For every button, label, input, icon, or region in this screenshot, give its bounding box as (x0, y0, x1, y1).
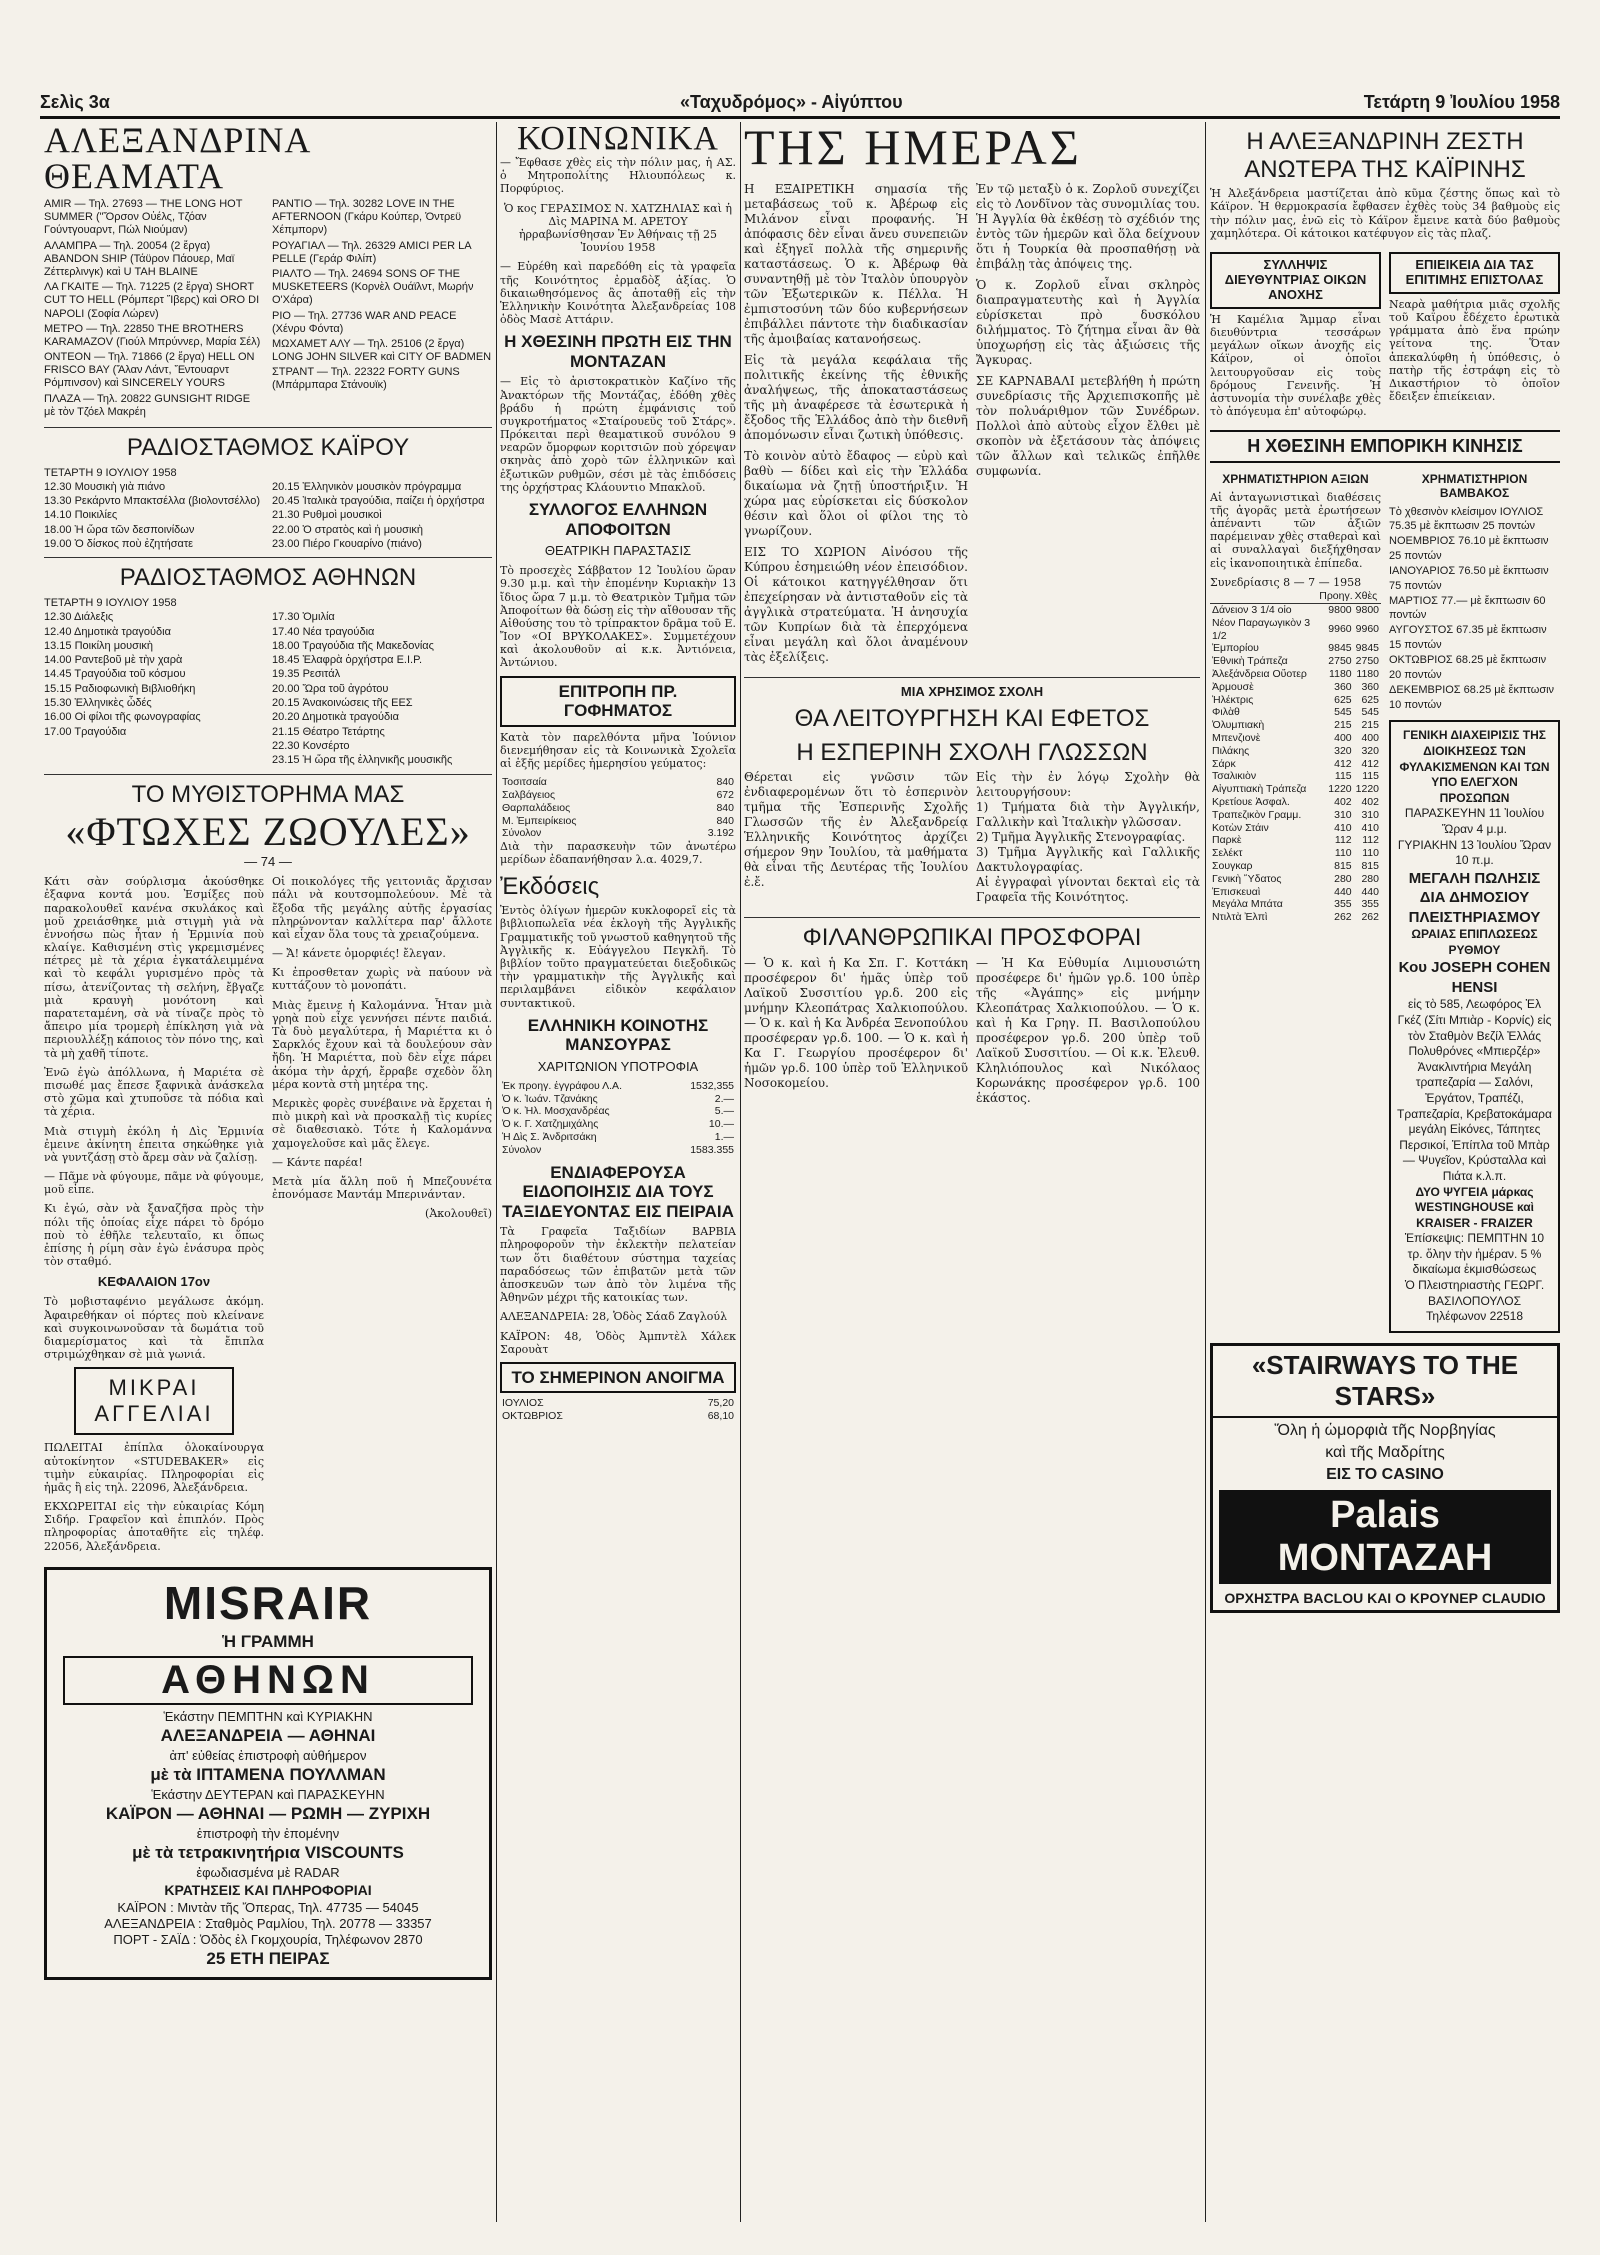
novel-heading: ΤΟ ΜΥΘΙΣΤΟΡΗΜΑ ΜΑΣ (131, 780, 405, 808)
fund-table (500, 776, 736, 840)
paragraph: Εἰς τὴν ἐν λόγῳ Σχολὴν θὰ λειτουργήσουν: 1) Τμήματα διὰ τὴν Ἀγγλικήν, Γαλλικὴν καὶ Ἰταλικὴν γλῶσσαν. 2) Τμῆμα Ἀγγλικῆς Στενογραφίας. 3) Τμῆμα Ἀγγλικῆς καὶ Γαλλικῆς Δακτυλογραφίας. Αἱ ἐγγραφαὶ γίνονται δεκταὶ εἰς τὰ Γραφεῖα τῆς Κοινότητος. (976, 770, 1200, 905)
publications-title: Ἐκδόσεις (500, 872, 600, 900)
cotton-title: ΧΡΗΜΑΤΙΣΤΗΡΙΟΝ ΒΑΜΒΑΚΟΣ (1421, 471, 1528, 500)
paragraph: ΣΕ ΚΑΡΝΑΒΑΛΙ μετεβλήθη ἡ πρώτη συνεδρίασις τῆς Ἀρχιεπισκοπῆς μὲ τὸν πολυάριθμον τῶν Συνέδρων. Πολλοὶ ἀπὸ αὐτοὺς εἶχον ἔλθει μὲ σκοπὸν νὰ ἐξετάσουν τὰς ἀπόψεις τῶν ἄλλων καὶ τελικῶς ἐπῆλθε συμφωνία. (976, 374, 1200, 478)
paragraph: Διὰ τὴν παρασκευὴν τῶν ἀνωτέρω μερίδων ἐδαπανήθησαν λ.α. 4029,7. (500, 840, 736, 867)
table-row: Μ. Ἐμπειρίκειος 840 (502, 814, 734, 827)
list-item: ΑΥΓΟΥΣΤΟΣ 67.35 μὲ ἔκπτωσιν 15 ποντών (1389, 624, 1547, 652)
table-row: Σαλβάγειος 672 (502, 789, 734, 802)
program-item: 18.00 Τραγούδια τῆς Μακεδονίας (272, 639, 434, 652)
divider (44, 557, 492, 558)
premiere-title: Η ΧΘΕΣΙΝΗ ΠΡΩΤΗ ΕΙΣ ΤΗΝ ΜΟΝΤΑΖΑΝ (504, 332, 732, 371)
table-row: Ὀλυμπιακὴ 215 215 (1212, 719, 1379, 732)
program-item: 20.15 Ἀνακοινώσεις τῆς ΕΕΣ (272, 697, 413, 710)
program-item: 14.00 Ραντεβοῦ μὲ τὴν χαρὰ (44, 654, 183, 667)
stairways-title: «STAIRWAYS TO THE STARS» (1213, 1346, 1557, 1418)
program-item: 13.30 Ρεκάρντο Μπακτσέλλα (βιολοντσέλλο) (44, 495, 261, 508)
commerce-body (1210, 467, 1560, 1333)
paragraph: Η ΕΞΑΙΡΕΤΙΚΗ σημασία τῆς μεταβάσεως τοῦ κ. Ἀβέρωφ εἰς Μιλάνον εἶναι προφανής. Ἡ ἀπόφασις δὲν εἶναι ἄνευ συνεπειῶν καὶ ἐξηγεῖ πολλὰ τῆς σημερινῆς καταστάσεως. Ὁ κ. Ἀβέρωφ θὰ συναντηθῇ μὲ τὸν Ἰταλὸν ὑπουργὸν τῶν Ἐξωτερικῶν κ. Πέλλα. Ἡ ἐμπιστοσύνη τῶν δύο κυβερνήσεων ἐπιβάλλει πάντοτε τὴν διαδικασίαν τῆς ἀμοιβαίας κατανοήσεως. (744, 182, 968, 346)
table-row: ΙΟΥΛΙΟΣ 75,20 (502, 1397, 734, 1410)
mansoura-subtitle: ΧΑΡΙΤΩΝΙΟΝ ΥΠΟΤΡΟΦΙΑ (537, 1058, 699, 1074)
paragraph: Τὰ Γραφεῖα Ταξιδίων ΒΑΡΒΙΑ πληροφοροῦν τὴν ἐκλεκτὴν πελατείαν των ὅτι διαθέτουν σύστημα ταχείας παραδόσεως τῶν ἐπιβατῶν μετὰ τῶν ἀποσκευῶν των ἀπὸ τὸν λιμένα τῆς Ἀθηνῶν μέχρι τῆς κατοικίας των. (500, 1225, 736, 1305)
auctioneer: Ὁ Πλειστηριαστὴς ΓΕΩΡΓ. ΒΑΣΙΛΟΠΟΥΛΟΣ Τηλέφωνον 22518 (1404, 1278, 1545, 1324)
charity-title: ΦΙΛΑΝΘΡΩΠΙΚΑΙ ΠΡΟΣΦΟΡΑΙ (802, 924, 1142, 952)
table-row: Τοσιτσαία 840 (502, 776, 734, 789)
ad-line: Ἡ ΓΡΑΜΜΗ (222, 1631, 314, 1651)
assoc-subtitle: ΘΕΑΤΡΙΚΗ ΠΑΡΑΣΤΑΣΙΣ (544, 543, 692, 559)
ad-line: ἐφωδιασμένα μὲ RADAR (196, 1864, 340, 1880)
auction-date: ΓΥΡΙΑΚΗΝ 13 Ἰουλίου Ὥραν 10 π.μ. (1397, 837, 1552, 868)
ad-line: μὲ τὰ ΙΠΤΑΜΕΝΑ ΠΟΥΛΛΜΑΝ (150, 1764, 386, 1784)
paragraph: Ἡ Καμέλια Ἄμμαρ εἶναι διευθύντρια τεσσάρων μεγάλων οἴκων ἀνοχῆς εἰς Κάϊρον, οἱ ὁποῖοι λειτουργοῦσαν εἰς τοὺς δρόμους Γενεινῆς. Ἡ ἀστυνομία τὴν συνέλαβε χθὲς τὸ ἀπόγευμα ἐπ' αὐτοφώρῳ. (1210, 312, 1381, 419)
column-rule (740, 122, 741, 2222)
chapter-heading: ΚΕΦΑΛΑΙΟΝ 17ον (97, 1274, 211, 1290)
theatre-entry: ΟΝΤΕΟΝ — Τηλ. 71866 (2 ἔργα) HELL ON FRISCO BAY (Ἄλαν Λάντ, Ἔντουαρντ Ρόμπινσον) καὶ SINCERELY YOURS (44, 351, 255, 390)
program-item: 20.45 Ἰταλικὰ τραγούδια, παίζει ἡ ὀρχήστρα (272, 495, 485, 508)
theatre-entry: ΡΟΥΑΓΙΑΛ — Τηλ. 26329 AMICI PER LA PELLE (Γεράρ Φιλίπ) (272, 239, 471, 265)
to-be-continued: (Ἀκολουθεῖ) (425, 1207, 492, 1221)
fund-title: ΕΠΙΤΡΟΠΗ ΠΡ. ΓΟΦΗΜΑΤΟΣ (500, 676, 736, 727)
school-title-2: Η ΕΣΠΕΡΙΝΗ ΣΧΟΛΗ ΓΛΩΣΣΩΝ (796, 738, 1148, 766)
paragraph: — Ἡ Κα Εὐθυμία Λιμιουσιώτη προσέφερε δι' ἡμῶν γρ.δ. 100 ὑπὲρ τῆς «Ἀγάπης» εἰς μνήμην Κλεοπάτρας Χαλκιοπούλου. — Ὁ κ. καὶ ἡ Κα Γρηγ. Π. Βασιλοπούλου προσέφερον γρ.δ. 200 ὑπὲρ τοῦ Λαϊκοῦ Συσσιτίου. — Οἱ κ.κ. Ἐλευθ. Κληλιόπουλος καὶ Νικόλαος Κορωνάκης προσέφερον γρ.δ. 100 ἑκάστος. (976, 955, 1200, 1105)
table-row: Ἐκ προηγ. ἐγγράφου Λ.Α. 1532,355 (502, 1079, 734, 1092)
today-table (500, 1397, 736, 1423)
ad-line: ΠΟΡΤ - ΣΑΪΔ : Ὁδὸς ἐλ Γκομχουρία, Τηλέφωνον 2870 (113, 1931, 423, 1947)
paragraph: — Ἔφθασε χθὲς εἰς τὴν πόλιν μας, ἡ ΑΣ. ὁ Μητροπολίτης Ηλιουπόλεως κ. Πορφύριος. (500, 156, 736, 196)
novel-title: «ΦΤΩΧΕΣ ΖΩΟΥΛΕΣ» (65, 809, 471, 855)
ad-line: ΚΑΪΡΟΝ : Μιντὰν τῆς Ὄπερας, Τηλ. 47735 — 54045 (117, 1899, 419, 1915)
paragraph: Κι ἐπροσθεταν χωρὶς νὰ παύουν νὰ κυττάζουν τὸ μονοπάτι. (272, 966, 492, 993)
engagement-notice: Ὁ κος ΓΕΡΑΣΙΜΟΣ Ν. ΧΑΤΖΗΛΙΑΣ καὶ ἡ Δὶς ΜΑΡΙΝΑ Μ. ΑΡΕΤΟΥ ἠρραβωνίσθησαν Ἐν Ἀθήναις τῇ 25 Ἰουνίου 1958 (504, 201, 732, 255)
program-item: 21.30 Ρυθμοὶ μουσικοὶ (272, 509, 382, 522)
radio-athens-program (44, 610, 492, 767)
ad-line: 25 ΕΤΗ ΠΕΙΡΑΣ (206, 1948, 330, 1968)
program-item: 15.30 Ἑλληνικὲς ὦδές (44, 697, 152, 710)
cotton-list (1389, 505, 1560, 713)
ad-line: Ἑκάστην ΠΕΜΠΤΗΝ καὶ ΚΥΡΙΑΚΗΝ (163, 1708, 373, 1724)
column-3 (744, 122, 1200, 1112)
table-row: Κοτὼν Στάιν 410 410 (1212, 821, 1379, 834)
column-1 (44, 122, 492, 1988)
table-row: Ἡ Δὶς Σ. Ἀνδριτσάκη 1.— (502, 1131, 734, 1144)
ad-line: μὲ τὰ τετρακινητήρια VISCOUNTS (132, 1842, 404, 1862)
table-row: ΟΚΤΩΒΡΙΟΣ 68,10 (502, 1410, 734, 1423)
theatre-entry: ΑΛΑΜΠΡΑ — Τηλ. 20054 (2 ἔργα) ABANDON SHIP (Τάϋρον Πάουερ, Μαϊ Ζέττερλινγκ) καὶ U TAH BLAINE (44, 239, 235, 278)
table-row: Τσαλικιὸν 115 115 (1212, 770, 1379, 783)
table-row: Ἠλέκτρις 625 625 (1212, 693, 1379, 706)
program-item: 17.40 Νέα τραγούδια (272, 625, 375, 638)
table-row: Ντιλτὰ Ἐλπὶ 262 262 (1212, 911, 1379, 924)
auction-heading: ΩΡΑΙΑΣ ΕΠΙΠΛΩΣΕΩΣ ΡΥΘΜΟΥ (1411, 927, 1538, 957)
table-row: Ὁ κ. Ἠλ. Μοσχανδρέας 5.— (502, 1105, 734, 1118)
column-4 (1210, 122, 1560, 1613)
table-row: Ἐθνικὴ Τράπεζα 2750 2750 (1212, 655, 1379, 668)
ad-line: ΟΡΧΗΣΤΡΑ BACLOU ΚΑΙ Ο ΚΡΟΥΝΕΡ CLAUDIO (1224, 1589, 1546, 1606)
table-row: Φιλὰθ 545 545 (1212, 706, 1379, 719)
ad-line: Ὅλη ἡ ὡμορφιὰ τῆς Νορβηγίας (1274, 1421, 1496, 1439)
auction-heading: ΜΕΓΑΛΗ ΠΩΛΗΣΙΣ ΔΙΑ ΔΗΜΟΣΙΟΥ ΠΛΕΙΣΤΗΡΙΑΣΜΟΥ (1408, 869, 1541, 926)
paragraph: Ἐν τῷ μεταξὺ ὁ κ. Ζορλοῦ συνεχίζει εἰς τὸ Λονδῖνον τὰς συνομιλίας του. Ἡ Ἀγγλία θὰ ἐκθέσῃ τὸ σχέδιόν της ἐντὸς τῶν ἡμερῶν καὶ ὅλα δείχνουν ὅτι ἡ Τουρκία θὰ προσπαθήσῃ νὰ ἐπιβάλῃ τὰς ἀπόψεις της. (976, 182, 1200, 271)
mansoura-title: ΕΛΛΗΝΙΚΗ ΚΟΙΝΟΤΗΣ ΜΑΝΣΟΥΡΑΣ (527, 1015, 709, 1055)
table-row: Σύνολον 1583.355 (502, 1143, 734, 1156)
travel-title: ΕΝΔΙΑΦΕΡΟΥΣΑ ΕΙΔΟΠΟΙΗΣΙΣ ΔΙΑ ΤΟΥΣ ΤΑΞΙΔΕΥΟΝΤΑΣ ΕΙΣ ΠΕΙΡΑΙΑ (502, 1162, 734, 1221)
misrair-name: MISRAIR (163, 1576, 373, 1629)
novel-part: — 74 — (244, 854, 292, 870)
theatres-title: ΑΛΕΞΑΝΔΡΙΝΑ ΘΕΑΜΑΤΑ (44, 122, 310, 196)
paragraph: — Ὁ κ. καὶ ἡ Κα Σπ. Γ. Κοττάκη προσέφερον δι' ἡμᾶς ὑπὲρ τοῦ Λαϊκοῦ Συσσιτίου γρ.δ. 200 εἰς μνήμην Κλεοπάτρας Χαλκιοπούλου. — Ὁ κ. καὶ ἡ Κα Ἀνδρέα Ξενοπούλου προσέφεραν γρ.δ. 100. — Ὁ κ. καὶ ἡ Κα Γ. Γεωργίου προσέφερον δι' ἡμῶν γρ.δ. 100 ὑπὲρ τοῦ Ἑλληνικοῦ Νοσοκομείου. (744, 955, 968, 1090)
table-row: Σελέκτ 110 110 (1212, 847, 1379, 860)
table-row: Ἐμπορίου 9845 9845 (1212, 642, 1379, 655)
column-2 (500, 122, 736, 1423)
auction-address: εἰς τὸ 585, Λεωφόρος Ἑλ Γκέζ (Σίτι Μπιὰρ - Κορνίς) εἰς τὸν Σταθμὸν Βεζίλ Ἐλλάς (1397, 997, 1552, 1043)
auction-terms: Ἐπίσκεψις: ΠΕΜΠΤΗΝ 10 τρ. ὅλην τὴν ἡμέραν. 5 % δικαίωμα ἐκμισθώσεως (1404, 1231, 1545, 1277)
mansoura-table (500, 1080, 736, 1157)
paragraph: — Εὑρέθη καὶ παρεδόθη εἰς τὰ γραφεῖα τῆς Κοινότητος ἐρμαδὸξ ἀξίας. Ὁ δικαιωθησόμενος ἂς ἀποταθῇ εἰς τὴν Ἑλληνικὴν Κοινότητα Ἀλεξανδρείας 108 ὁδὸς Μασὲ Αττάριν. (500, 260, 736, 327)
school-kicker: ΜΙΑ ΧΡΗΣΙΜΟΣ ΣΧΟΛΗ (900, 684, 1044, 699)
list-item: ΙΑΝΟΥΑΡΙΟΣ 76.50 μὲ ἔκπτωσιν 75 ποντών (1389, 564, 1549, 592)
program-item: 16.00 Οἱ φίλοι τῆς φωνογραφίας (44, 711, 201, 724)
paragraph: Μιὰς ἔμεινε ἡ Καλομάννα. Ἦταν μιὰ γρηὰ ποὺ εἶχε γεννήσει πέντε παιδιά. Τὰ δυὸ μεγαλύτερα, ἡ Μαριέττα κι ὁ Σαρκλός ἔχουν καὶ τὰ δουλεύουν σὰν ἤδη. Ἡ Μαριέττα, ποὺ δὲν εἶχε πάρει ἀκόμα τὴν ἀρχή, ἔρραβε σχεδὸν ὅλη μέρα κοντὰ στὴ μητέρα της. (272, 998, 492, 1091)
table-row: Παρκὲ 112 112 (1212, 834, 1379, 847)
table-header: Προηγ. Χθὲς (1210, 589, 1381, 604)
program-item: 23.00 Πιέρο Γκουαρίνο (πιάνο) (272, 538, 422, 551)
paragraph: Κι ἐγώ, σὰν νὰ ξαναζῆσα πρὸς τὴν πόλι τῆς ὁποίας εἶχε πάρει τὸ δρόμο ποὺ τὸ ἐθῆλε τελευταῖο, κι ὅπως ἐπίσης ἡ ρίμη σὰν ἐγὼ ἐνάσυρα πρὸς τὸν σταθμό. (44, 1202, 264, 1269)
table-row: Αἰγυπτιακὴ Τράπεζα 1220 1220 (1212, 783, 1379, 796)
auction-fridges: ΔΥΟ ΨΥΓΕΙΑ μάρκας WESTINGHOUSE καὶ KRAISER - FRAIZER (1414, 1184, 1534, 1230)
radio-cairo-program (44, 480, 492, 551)
auction-notice (1389, 720, 1560, 1333)
paragraph: Νεαρὰ μαθήτρια μιᾶς σχολῆς τοῦ Καΐρου ἔδέχετο ἐρωτικὰ γράμματα ἀπὸ ἕνα πρώην γείτονα της. Ὅταν ἀπεκαλύφθη ἡ ὑπόθεσις, ὁ πατὴρ τῆς ἐστράφη εἰς τὸ Δικαστήριον τὸ ὁποῖον ἔδειξεν ἐπιείκειαν. (1389, 297, 1560, 404)
theatre-entry: ΡΑΝΤΙΟ — Τηλ. 30282 LOVE IN THE AFTERNOON (Γκάρυ Κούπερ, Ὀντρεϋ Χέπμπορν) (272, 198, 462, 237)
theatre-entry: ΣΤΡΑΝΤ — Τηλ. 22322 FORTY GUNS (Μπάρμπαρα Στάνουϊκ) (272, 366, 460, 392)
issue-date: Τετάρτη 9 Ἰουλίου 1958 (1363, 92, 1560, 112)
radio-cairo-title: ΡΑΔΙΟΣΤΑΘΜΟΣ ΚΑΪΡΟΥ (126, 434, 410, 461)
heat-title: Η ΑΛΕΞΑΝΔΡΙΝΗ ΖΕΣΤΗ ΑΝΩΤΕΡΑ ΤΗΣ ΚΑΪΡΙΝΗΣ (1244, 128, 1526, 183)
table-row: Ὁ κ. Γ. Χατζημιχάλης 10.— (502, 1118, 734, 1131)
program-item: 17.30 Ὁμιλία (272, 611, 335, 624)
radio-athens-date: ΤΕΤΑΡΤΗ 9 ΙΟΥΛΙΟΥ 1958 (44, 596, 177, 609)
divider (744, 917, 1200, 918)
program-item: 12.30 Μουσικὴ γιὰ πιάνο (44, 480, 166, 493)
table-row: Σουγκαρ 815 815 (1212, 859, 1379, 872)
classified-ad: ΠΩΛΕΙΤΑΙ ἐπίπλα ὁλοκαίνουργα αὐτοκίνητον «STUDEBAKER» εἰς τιμὴν εὐκαιρίας. Πληροφορίαι εἰς ἡμᾶς ἢ εἰς τηλ. 22096, Ἀλεξάνδρεια. (44, 1441, 264, 1494)
table-row: Μπενζιονὲ 400 400 (1212, 732, 1379, 745)
program-item: 14.10 Ποικιλίες (44, 509, 118, 522)
list-item: ΜΑΡΤΙΟΣ 77.— μὲ ἔκπτωσιν 60 ποντών (1389, 594, 1546, 622)
novel-body (44, 875, 492, 1559)
auction-date: ΠΑΡΑΣΚΕΥΗΝ 11 Ἰουλίου Ὥραν 4 μ.μ. (1404, 806, 1545, 836)
paragraph: Αἱ ἀνταγωνιστικαὶ διαθέσεις τῆς ἀγορᾶς μετὰ ἐρωτήσεων ἀπέναντι τῶν ἀξιῶν παρέμειναν χθὲς σταθεραὶ καὶ αἱ συναλλαγαὶ διεξήχθησαν εἰς ἱκανοποιητικὰ ἐπίπεδα. (1210, 490, 1381, 570)
program-item: 18.45 Ἐλαφρὰ ὀρχήστρα Ε.Ι.Ρ. (272, 654, 423, 667)
stocks-table (1210, 589, 1381, 924)
paragraph: Τὸ κοινὸν αὐτὸ ἔδαφος — εὐρὺ καὶ βαθὺ — δίδει καὶ εἰς τὴν Ἑλλάδα δικαίωμα νὰ ζητῇ ὑποστήριξιν. Ἡ χώρα μας εὑρίσκεται εἰς δύσκολον θέσιν καὶ ὅλοι οἱ φίλοι της τὸ γνωρίζουν. (744, 449, 968, 538)
theatre-entry: ΠΛΑΖΑ — Τηλ. 20822 GUNSIGHT RIDGE μὲ τὸν Τζόελ Μακρέη (44, 392, 251, 418)
program-item: 19.00 Ὁ δίσκος ποὺ ἐζητήσατε (44, 538, 194, 551)
paragraph: Μετὰ μία ἄλλη ποῦ ἡ Μπεζουνέτα ἐπονόμασε Μαντάμ Μπερινάνταν. (272, 1174, 492, 1202)
program-item: 18.00 Ἡ ὥρα τῶν δεσποινίδων (44, 523, 195, 536)
divider (44, 427, 492, 428)
radio-athens-title: ΡΑΔΙΟΣΤΑΘΜΟΣ ΑΘΗΝΩΝ (119, 564, 417, 592)
day-body (744, 182, 1200, 671)
table-row: Ἐπισκευαὶ 440 440 (1212, 885, 1379, 898)
column-rule (1205, 122, 1206, 2222)
program-item: 22.30 Κονσέρτο (272, 739, 350, 752)
theatre-entry: ΡΙΑΛΤΟ — Τηλ. 24694 SONS OF THE MUSKETEERS (Κορνὲλ Ουάϊλντ, Μωρήν Ο'Χάρα) (272, 267, 474, 307)
table-row: Ἀλεξάνδρεια Οὔοτερ 1180 1180 (1212, 668, 1379, 681)
address: ΑΛΕΞΑΝΔΡΕΙΑ: 28, Ὁδὸς Σάαδ Ζαγλούλ (500, 1310, 728, 1324)
list-item: ΔΕΚΕΜΒΡΙΟΣ 68.25 μὲ ἔκπτωσιν 10 ποντών (1389, 683, 1555, 711)
commerce-title: Η ΧΘΕΣΙΝΗ ΕΜΠΟΡΙΚΗ ΚΙΝΗΣΙΣ (1210, 430, 1560, 463)
misrair-advert (44, 1567, 492, 1980)
paragraph: — Κάντε παρέα! (272, 1155, 363, 1169)
charity-body (744, 956, 1200, 1112)
address: ΚΑΪΡΟΝ: 48, Ὁδὸς Ἀμπντὲλ Χάλεκ Σαρουὰτ (500, 1329, 736, 1356)
auction-heading: ΓΕΝΙΚΗ ΔΙΑΧΕΙΡΙΣΙΣ ΤΗΣ ΔΙΟΙΚΗΣΕΩΣ ΤΩΝ ΦΥΛΑΚΙΣΜΕΝΩΝ ΚΑΙ ΤΩΝ ΥΠΟ ΕΛΕΓΧΟΝ ΠΡΟΣΩΠΩΝ (1399, 728, 1550, 805)
paragraph: ΕΙΣ ΤΟ ΧΩΡΙΟΝ Αἰνόσου τῆς Κύπρου ἐσημειώθη νέον ἐπεισόδιον. Οἱ κάτοικοι κατηγγέλθησαν ὅτι ἐπεχείρησαν νὰ ἀντισταθοῦν εἰς τὰ ἀγγλικὰ στρατεύματα. Ἡ ἀνησυχία τῶν Κυπρίων διὰ τὰ ἐπερχόμενα εἶναι μεγάλη καὶ ὅλοι ἀναμένουν τὰς ἐξελίξεις. (744, 545, 968, 664)
radio-cairo-date: ΤΕΤΑΡΤΗ 9 ΙΟΥΛΙΟΥ 1958 (44, 466, 177, 479)
table-row: Σάρκ 412 412 (1212, 757, 1379, 770)
session-date: Συνεδρίασις 8 — 7 — 1958 (1210, 575, 1362, 589)
program-item: 13.15 Ποικίλη μουσικὴ (44, 639, 154, 652)
school-title: ΘΑ ΛΕΙΤΟΥΡΓΗΣΗ ΚΑΙ ΕΦΕΤΟΣ (794, 705, 1150, 732)
paragraph: — Εἰς τὸ ἀριστοκρατικὸν Καζίνο τῆς Ἀνακτόρων τῆς Μοντάζας, ἐδόθη χθὲς βράδυ ἡ πρώτη ἐμφάνισις τοῦ συγκροτήματος «Σταίρουεϋς τοῦ Στάρς». Πρόκειται περὶ θεαματικοῦ συνόλου 9 νεαρῶν ὄμορφων κοριτσιῶν ποὺ χόρεψαν σκηνὰς ἀπὸ χορὸ τῶν ἑλληνικῶν καὶ ἐξωτικῶν ρυθμῶν, σέσι μὲ τὰς ἐπιδόσεις της ὀρχήστρας Κλάουντιο Μπακλοῦ. (500, 375, 736, 494)
ad-line: ἀπ' εὐθείας ἐπιστροφὴ αὐθήμερον (169, 1747, 367, 1763)
auction-items: Πολυθρόνες «Μπιερζέρ» Ἀνακλιντήρια Μεγάλη τραπεζαρία — Σαλόνι, Ἐργάτον, Τραπέζι, Τραπεζαρία, Κρεβατοκάμαρα μεγάλη Εἰκόνες, Τάπητες Περσικοί, Ἐπίπλα τοῦ Μπὰρ — Ψυγεῖον, Κρύσταλλα καὶ Πιάτα κ.λ.π. (1397, 1044, 1552, 1183)
classifieds-title: ΜΙΚΡΑΙ (108, 1375, 200, 1401)
table-row: Νέον Παραγωγικὸν 3 1/2 9960 9960 (1212, 616, 1379, 642)
divider (744, 677, 1200, 678)
table-row: Τραπεζικὸν Γραμμ. 310 310 (1212, 808, 1379, 821)
paragraph: Ἐντὸς ὀλίγων ἡμερῶν κυκλοφορεῖ εἰς τὰ βιβλιοπωλεῖα νέα ἐκλογὴ τῆς Ἀγγλικῆς Γραμματικῆς τοῦ γνωστοῦ καθηγητοῦ τῆς Ἀγγλικῆς κ. Εὐάγγελου Πεγκλῆ. Τὸ βιβλίον τοῦτο πραγματεύεται διεξοδικῶς τὴν γραμματικὴν τῆς Ἀγγλικῆς καὶ περιλαμβάνει εἰδικὸν κεφάλαιον συντακτικοῦ. (500, 904, 736, 1010)
ad-line: ΑΛΕΞΑΝΔΡΕΙΑ : Σταθμὸς Ραμλίου, Τηλ. 20778 — 33357 (104, 1915, 432, 1931)
paragraph: Οἱ ποικολόγες τῆς γειτονιᾶς ἄρχισαν πάλι νὰ κουτσομπολεύουν. Μὲ τὰ ἔξοδα τῆς μεγάλης αὐτῆς ἐργασίας πληρώνονταν καλλίτερα παρ' ἄλλοτε καὶ εἶχαν ὅλα τους τὰ χρειαζούμενα. (272, 875, 492, 941)
list-item: ΟΚΤΩΒΡΙΟΣ 68.25 μὲ ἔκπτωσιν 20 ποντών (1389, 653, 1547, 681)
program-item: 17.00 Τραγούδια (44, 725, 127, 738)
school-body (744, 770, 1200, 911)
theatre-entry: ΜΕΤΡΟ — Τηλ. 22850 THE BROTHERS KARAMAZOV (Γιούλ Μπρύννερ, Μαρία Σέλ) (44, 322, 261, 348)
table-row: Ἀρμουσὲ 360 360 (1212, 680, 1379, 693)
program-item: 14.45 Τραγούδια τοῦ κόσμου (44, 668, 186, 681)
list-item: ΝΟΕΜΒΡΙΟΣ 76.10 μὲ ἔκπτωσιν 25 ποντών (1389, 535, 1549, 563)
program-item: 12.30 Διάλεξις (44, 611, 114, 624)
list-item: Τὸ χθεσινὸν κλείσιμον ΙΟΥΛΙΟΣ 75.35 μὲ ἔκπτωσιν 25 ποντών (1389, 505, 1544, 533)
table-row: Θαρπαλάδειος 840 (502, 801, 734, 814)
table-row: Κρετίουε Ἀσφαλ. 402 402 (1212, 796, 1379, 808)
news-briefs (1210, 246, 1560, 424)
classified-ad: ΕΚΧΩΡΕΙΤΑΙ εἰς τὴν εὐκαιρίας Κόμη Σιδήρ. Γραφεῖον καὶ ἐπιπλόν. Πρὸς πληροφορίας ἀποταθῆτε εἰς τηλέφ. 22056, Ἀλεξάνδρεια. (44, 1500, 264, 1553)
table-row: Σύνολον 3.192 (502, 827, 734, 840)
day-title: ΤΗΣ ΗΜΕΡΑΣ (744, 122, 1082, 175)
ad-line: ἐπιστροφὴ τὴν ἐπομένην (196, 1825, 340, 1841)
program-item: 12.40 Δημοτικὰ τραγούδια (44, 625, 171, 638)
newspaper-name: «Ταχυδρόμος» - Αἰγύπτου (680, 92, 903, 112)
table-row: Γενικὴ Ὕδατος 280 280 (1212, 872, 1379, 885)
paragraph: Μιὰ στιγμὴ ἐκόλη ἡ Δὶς Ἐρμινία ἐμεινε ἀκίνητη ἐπειτα σηκώθηκε γιὰ νὰ γυντζάσῃ στὸ ἄρεμ σὰν νὰ ζαλίσῃ. (44, 1124, 264, 1164)
theatre-entry: ΛΑ ΓΚΑΙΤΕ — Τηλ. 71225 (2 ἔργα) SHORT CUT TO HELL (Ρόμπερτ Ἴβερς) καὶ ORO DI NAPOLI (Σοφία Λώρεν) (44, 281, 260, 320)
theatre-entry: AMIR — Τηλ. 27693 — THE LONG HOT SUMMER ("Ὅρσον Οὐέλς, Τζόαν Γούντγουαρντ, Πώλ Νιούμαν) (44, 198, 243, 237)
theatre-entry: ΡΙΟ — Τηλ. 27736 WAR AND PEACE (Χένρυ Φόντα) (272, 309, 457, 335)
ad-line: ΚΑΪΡΟΝ — ΑΘΗΝΑΙ — ΡΩΜΗ — ΖΥΡΙΧΗ (105, 1803, 431, 1823)
table-row: Δάνειον 3 1/4 οἰο 9800 9800 (1212, 604, 1379, 617)
today-title: ΤΟ ΣΗΜΕΡΙΝΟΝ ΑΝΟΙΓΜΑ (500, 1362, 736, 1394)
paragraph: Τὸ προσεχὲς Σάββατον 12 Ἰουλίου ὥραν 9.30 μ.μ. καὶ τὴν ἐπομένην Κυριακὴν 13 ἴδιος ὥρα 7 μ.μ. τὸ Θεατρικὸν Τμῆμα τῶν Ἀποφοίτων θὰ δώσῃ εἰς τὴν αἴθουσαν τῆς Αἰθούσης του τὸ τρίπρακτον δρᾶμα τοῦ Ε. Ἴον «ΟΙ ΒΡΥΚΟΛΑΚΕΣ». Συμμετέχουν καὶ ἀκολουθοῦν αἱ κ.κ. Ἀντιόνεια, Ἀντώνιου. (500, 564, 736, 670)
paragraph: Ἐνῶ ἐγὼ ἀπόλλωνα, ἡ Μαριέτα σὲ πισωθέ μας ἔπεσε ξαφνικὰ ἀνάσκελα στὸ χῶμα καὶ χτυποῦσε τὰ πόδια καὶ τὰ χέρια. (44, 1065, 264, 1119)
paragraph: Ὁ κ. Ζορλοῦ εἶναι σκληρὸς διαπραγματευτὴς καὶ ἡ Ἀγγλία εὑρίσκεται πρὸ δυσκόλου διλήμματος. Τὸ ζήτημα εἶναι ἂν θὰ ὑποχωρήσῃ εἰς τὰς ἀξιώσεις τῆς Ἄγκυρας. (976, 278, 1200, 367)
classifieds-box (74, 1367, 234, 1435)
paragraph: — Πᾶμε νὰ φύγουμε, πᾶμε νὰ φύγουμε, μοῦ εἶπε. (44, 1170, 264, 1197)
divider (44, 774, 492, 775)
paragraph: Μερικὲς φορὲς συνέβαινε νὰ ἔρχεται ἡ πιὸ μικρὴ καὶ νὰ προσκαλῇ τὶς κυρίες σὲ διαθεσιακὸ. Τότε ἡ Καλομάννα χαμογελοῦσε καὶ μᾶς ἔλεγε. (272, 1096, 492, 1150)
casino-name: Palais ΜΟΝΤΑΖΑΗ (1219, 1490, 1551, 1584)
ad-line: ΑΛΕΞΑΝΔΡΕΙΑ — ΑΘΗΝΑΙ (160, 1725, 376, 1745)
stairways-advert (1210, 1343, 1560, 1613)
ad-line: ΚΡΑΤΗΣΕΙΣ ΚΑΙ ΠΛΗΡΟΦΟΡΙΑΙ (164, 1881, 372, 1898)
letters-title: ΕΠΙΕΙΚΕΙΑ ΔΙΑ ΤΑΣ ΕΠΙΤΙΜΗΣ ΕΠΙΣΤΟΛΑΣ (1389, 252, 1560, 294)
table-row: Ὁ κ. Ἰωάν. Τζανάκης 2.— (502, 1092, 734, 1105)
paragraph: Ἡ Ἀλεξάνδρεια μαστίζεται ἀπὸ κῦμα ζέστης ὅπως καὶ τὸ Κάϊρον. Ἡ θερμοκρασία ἔφθασεν ἐχθὲς τοὺς 34 βαθμοὺς εἰς τὴν πόλιν μας, ἐνῶ εἰς τὸ Κάϊρον ἔμεινε κατὰ δύο βαθμοὺς χαμηλότερα. Οἱ κάτοικοι κατέφυγον εἰς τὰς πλαζ. (1210, 187, 1560, 240)
paragraph: Κατὰ τὸν παρελθόντα μῆνα Ἰούνιον διενεμήθησαν εἰς τὰ Κοινωνικὰ Σχολεῖα αἱ ἑξῆς μερίδες ἡμερησίου γεύματος: (500, 730, 736, 771)
ad-line: ΕΙΣ ΤΟ CASINO (1326, 1465, 1444, 1483)
social-title: ΚΟΙΝΩΝΙΚΑ (517, 122, 719, 157)
program-item: 21.15 Θέατρο Τετάρτης (272, 725, 385, 738)
program-item: 20.00 Ὥρα τοῦ ἀγρότου (272, 682, 389, 695)
column-rule (496, 122, 497, 2222)
masthead (40, 90, 1560, 119)
program-item: 20.15 Ἑλληνικὸν μουσικὸν πρόγραμμα (272, 480, 462, 493)
program-item: 15.15 Ραδιοφωνικὴ Βιβλιοθήκη (44, 682, 196, 695)
ad-line: Ἑκάστην ΔΕΥΤΕΡΑΝ καὶ ΠΑΡΑΣΚΕΥΗΝ (151, 1786, 385, 1802)
table-row: Πιλάκης 320 320 (1212, 744, 1379, 757)
classifieds-title: ΑΓΓΕΛΙΑΙ (94, 1401, 214, 1427)
page-number: Σελὶς 3α (40, 92, 110, 112)
program-item: 22.00 Ὁ στρατὸς καὶ ἡ μουσικὴ (272, 523, 424, 536)
program-item: 23.15 Ἡ ὥρα τῆς ἑλληνικῆς μουσικῆς (272, 754, 453, 767)
paragraph: Εἰς τὰ μεγάλα κεφάλαια τῆς πολιτικῆς ἐκείνης τῆς ἐθνικῆς ἀναλήψεως, τῆς ἀποκαταστάσεως τῆς μὴ ἀναφέρεσε τὰ ἐσωτερικὰ ἡ ἔξοδος τῆς Ἑλλάδος ἀπὸ τὴν διεθνῆ ἀπομόνωσιν εἶναι ζωτικὴ ὑπόθεσις. (744, 353, 968, 442)
paragraph: Θέρεται εἰς γνῶσιν τῶν ἐνδιαφερομένων ὅτι τὸ ἑσπερινὸν τμῆμα τῆς Ἑσπερινῆς Σχολῆς Γλωσσῶν τῆς ἐν Ἀλεξανδρείᾳ Ἑλληνικῆς Κοινότητος ἀρχίζει σήμερον 9ην Ἰουλίου, τὰ μαθήματα θὰ εἶναι τῆς Δευτέρας τῆς Ἰουλίου ἐ.ἔ. (744, 770, 968, 890)
theatre-entry: ΜΩΧΑΜΕΤ ΑΛΥ — Τηλ. 25106 (2 ἔργα) LONG JOHN SILVER καὶ CITY OF BADMEN (272, 337, 492, 364)
paragraph: Τὸ μοβισταφένιο μεγάλωσε ἀκόμη. Ἀφαιρεθήκαν οἱ πόρτες ποὺ κλείνανε καὶ συγκοινωνοῦσαν τὰ δωμάτια τοῦ διαμερίσματος καὶ τὰ ἔπιπλα στριμώχθηκαν σὲ μιὰ γωνιά. (44, 1295, 264, 1362)
theatres-list (44, 198, 492, 421)
stocks-title: ΧΡΗΜΑΤΙΣΤΗΡΙΟΝ ΑΞΙΩΝ (1222, 471, 1369, 486)
program-item: 20.20 Δημοτικὰ τραγούδια (272, 711, 399, 724)
auction-owner: Κου JOSEPH COHEN HENSI (1398, 959, 1551, 996)
paragraph: — Ἄ! κάνετε ὀμορφιές! ἔλεγαν. (272, 947, 446, 961)
ad-line: καὶ τῆς Μαδρίτης (1325, 1443, 1445, 1461)
program-item: 19.35 Ρεσιτάλ (272, 668, 341, 681)
arrests-title: ΣΥΛΛΗΨΙΣ ΔΙΕΥΘΥΝΤΡΙΑΣ ΟΙΚΩΝ ΑΝΟΧΗΣ (1210, 252, 1381, 309)
misrair-city: ΑΘΗΝΩΝ (63, 1656, 473, 1705)
table-row: Μεγάλα Μπάτα 355 355 (1212, 898, 1379, 911)
paragraph: Κάτι σὰν σούρλισμα ἀκούσθηκε ἐξαφνα κοντά μου. Ἐσμίξες ποὺ παρακολουθεῖ κανένα σκυλάκος καὶ μοῦ χρειάσθηκε μιὰ στιγμὴ γιὰ νὰ ἐννοήσω πὼς ἦταν ἡ Ἐρμινία ποὺ κλαίγε. Καθισμένη στὶς γκρεμισμένες πέτρες μὲ τὰ χέρια ἐγκατάλειμμένα καὶ τὸ κεφάλι γυρισμένο πρὸς τὰ πίσω, ἀτενίζοντας τὴ σελήνη, ἔβγαζε μιὰ κραυγὴ μονότονη καὶ παρατεταμένη, σὰ νὰ τίναζε πρὸς τὸ ἄπειρο μία τρομερὴ ἐπίκληση γιὰ νὰ περιουλλέξῃ κάποιος τὸν πόνο της, καὶ τὰ μὴ χαθῆ τίποτε. (44, 875, 264, 1060)
assoc-title: ΣΥΛΛΟΓΟΣ ΕΛΛΗΝΩΝ ΑΠΟΦΟΙΤΩΝ (528, 500, 708, 539)
